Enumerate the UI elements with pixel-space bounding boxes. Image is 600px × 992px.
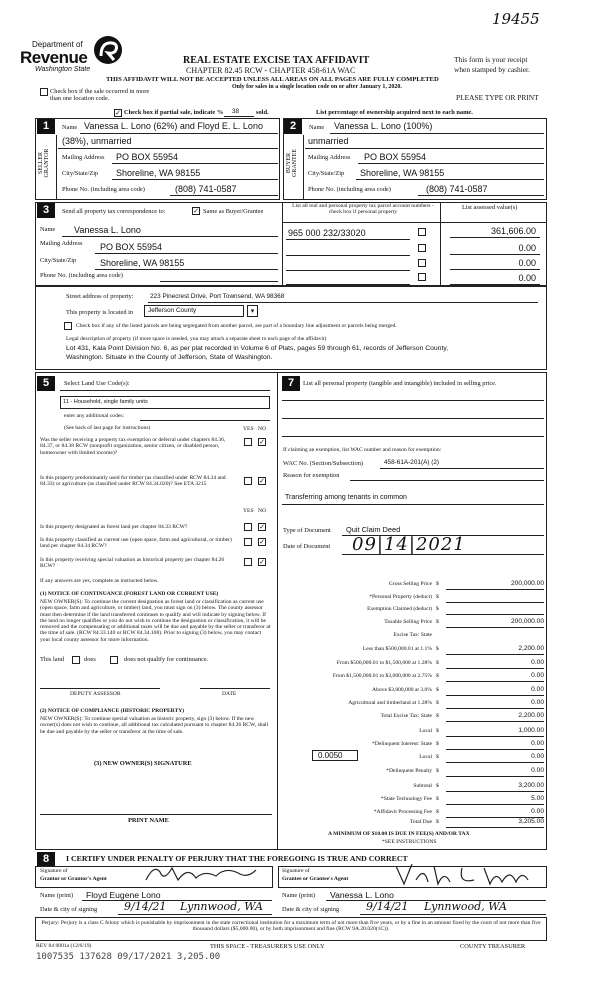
correspondence-city-label: City/State/Zip [40, 257, 77, 264]
this-land-label: This land [40, 656, 64, 663]
buyer-mail[interactable]: PO BOX 55954 [364, 152, 427, 162]
tax-row-label: Less than $500,000.01 at 1.1% [362, 646, 432, 652]
local-rate: 0.0050 [318, 751, 343, 760]
county-treasurer-label: COUNTY TREASURER [460, 943, 526, 950]
grantee-name[interactable]: Vanessa L. Lono [330, 890, 394, 900]
tax-row-currency: $ [436, 619, 439, 625]
buyer-city[interactable]: Shoreline, WA 98155 [360, 168, 445, 178]
seller-name[interactable]: Vanessa L. Lono (62%) and Floyd E. L. Lono [84, 121, 263, 131]
dept-state: Washington State [35, 66, 91, 73]
ownership-note: List percentage of ownership acquired next to each name. [316, 109, 473, 116]
section-3-number: 3 [37, 203, 55, 218]
grantee-sig-label-1: Signature of [282, 868, 310, 874]
personal-property-checkbox-1[interactable] [418, 228, 426, 236]
parcel-header: List all real and personal property tax parcel account numbers - check box if personal property [292, 203, 434, 216]
buyer-name[interactable]: Vanessa L. Lono (100%) [334, 121, 433, 131]
tax-row-currency: $ [436, 728, 439, 734]
new-owner-signature-label: (3) NEW OWNER(S) SIGNATURE [94, 760, 192, 767]
correspondence-phone-label: Phone No. (including area code) [40, 272, 123, 279]
tax-row-label: *State Technology Fee [380, 796, 432, 802]
seller-city[interactable]: Shoreline, WA 98155 [116, 168, 201, 178]
seller-name-label: Name [62, 124, 78, 131]
doc-type-label: Type of Document [283, 527, 331, 534]
personal-property-checkbox-3[interactable] [418, 259, 426, 267]
sold-label: sold. [256, 109, 269, 116]
correspondence-mail-label: Mailing Address [40, 240, 83, 247]
see-instructions-note: *SEE INSTRUCTIONS [382, 839, 437, 845]
tax-row-label: Agricultural and timberland at 1.28% [348, 700, 432, 706]
land-use-label: Select Land Use Code(s): [64, 380, 130, 387]
buyer-city-label: City/State/Zip [308, 170, 345, 177]
notice-2-body: NEW OWNER(S): To continue special valuation as historic property, sign (3) below. If the new owner(s) does not wish to continue, all additional tax calculated pursuant to chapter 84.26 RCW, shall be due and payable by the seller or transferor at the time of sale. [40, 716, 269, 735]
question-4: Is this property classified as current use (open space, farm and agricultural, or timber) land per chapter 84.34 RCW? [40, 537, 232, 550]
assessed-header: List assessed value(s) [462, 204, 518, 211]
tax-row-currency: $ [436, 713, 439, 719]
certify-statement: I CERTIFY UNDER PENALTY OF PERJURY THAT THE FOREGOING IS TRUE AND CORRECT [66, 854, 408, 863]
tax-row-label: Exemption Claimed (deduct) [367, 606, 432, 612]
doc-type[interactable]: Quit Claim Deed [346, 525, 401, 534]
parcel-number[interactable]: 965 000 232/33020 [288, 228, 366, 238]
print-name-label: PRINT NAME [128, 817, 169, 824]
assessed-value-2[interactable]: 0.00 [518, 243, 536, 253]
tax-row-currency: $ [436, 581, 439, 587]
does-not-checkbox[interactable] [110, 656, 118, 664]
notice-2-title: (2) NOTICE OF COMPLIANCE (HISTORIC PROPERTY) [40, 708, 185, 714]
tax-row-currency: $ [436, 646, 439, 652]
perjury-notice: Perjury: Perjury is a class C felony which is punishable by imprisonment in the state correctional institution for a maximum term of not more than five years, or by a fine in an amount fixed by the court of not more than five thousand dollars ($5,000.00), or by both imprisonment and fine (RCW 9A.20.020(1C)). [41, 920, 541, 933]
assessed-value-4[interactable]: 0.00 [518, 273, 536, 283]
if-yes-note: If any answers are yes, complete as instructed below. [40, 578, 159, 584]
tax-row-label: Total Due [409, 819, 432, 825]
grantee-sign-city[interactable]: Lynnwood, WA [424, 900, 507, 913]
tax-row-label: From $500,000.01 to $1,500,000 at 1.28% [336, 660, 432, 666]
q4-no-checkbox[interactable]: ✓ [259, 538, 265, 546]
tax-row-currency: $ [436, 754, 439, 760]
correspondence-name[interactable]: Vanessa L. Lono [74, 225, 141, 235]
tax-row-currency: $ [436, 673, 439, 679]
grantee-sign-date[interactable]: 9/14/21 [366, 900, 409, 913]
q2-yes-checkbox[interactable] [244, 477, 252, 485]
tax-row-value[interactable]: 1,000.00 [518, 727, 544, 734]
form-note: Only for sales in a single location code on or after January 1, 2020. [232, 84, 402, 90]
doc-date[interactable]: 09|14|2021 [352, 534, 466, 555]
located-label: This property is located in [66, 309, 134, 316]
seller-name-cont[interactable]: (38%), unmarried [62, 136, 132, 146]
multi-location-label: Check box if the sale occurred in more than one location code. [50, 88, 150, 103]
tax-row-currency: $ [436, 741, 439, 747]
tax-row-label: Taxable Selling Price [384, 619, 432, 625]
tax-row-currency: $ [436, 796, 439, 802]
tax-row-label: Above $3,000,000 at 3.0% [372, 687, 432, 693]
multi-location-checkbox[interactable] [40, 88, 48, 96]
question-2: Is this property predominantly used for timber (as classified under RCW 84.34 and 84.33) or agriculture (as classified under RCW 84.34.020)? See ETA 3215 [40, 475, 226, 488]
tax-row-currency: $ [436, 768, 439, 774]
street-address[interactable]: 223 Pinecrest Drive, Port Townsend, WA 98368 [150, 293, 285, 300]
tax-row-currency: $ [436, 687, 439, 693]
tax-row-value[interactable]: 0.00 [531, 740, 544, 747]
tax-row-currency: $ [436, 700, 439, 706]
tax-row-value[interactable]: 0.00 [531, 767, 544, 774]
legal-description-1[interactable]: Lot 431, Kala Point Division No. 6, as per plat recorded in Volume 6 of Plats, pages 59 through 61, records of Jefferson County, [66, 345, 449, 352]
assessed-value-1[interactable]: 361,606.00 [490, 226, 536, 236]
question-5: Is this property receiving special valuation as historical property per chapter 84.26 RCW? [40, 557, 225, 570]
buyer-phone[interactable]: (808) 741-0587 [426, 184, 488, 194]
buyer-mail-label: Mailing Address [308, 154, 351, 161]
reason-label: Reason for exemption [283, 472, 340, 479]
buyer-side-label: BUYER GRANTEE [286, 149, 298, 177]
correspondence-name-label: Name [40, 226, 56, 233]
tax-row-label: *Delinquent Penalty [386, 768, 432, 774]
q5-no-checkbox[interactable]: ✓ [259, 558, 265, 566]
q5-yes-checkbox[interactable] [244, 558, 252, 566]
deputy-assessor-label: DEPUTY ASSESSOR [70, 691, 121, 697]
tax-row-value[interactable]: 0.00 [531, 659, 544, 666]
form-subtitle: CHAPTER 82.45 RCW - CHAPTER 458-61A WAC [186, 66, 356, 75]
q2-no-checkbox[interactable]: ✓ [259, 477, 265, 485]
q4-yes-checkbox[interactable] [244, 538, 252, 546]
dept-label: Department of [32, 40, 83, 49]
segregated-label: Check box if any of the listed parcels are being segregated from another parcel, are part of a boundary line adjustment or parcels being merged. [76, 323, 397, 329]
seller-phone-label: Phone No. (including area code) [62, 186, 145, 193]
tax-row-label: *Affidavit Processing Fee [373, 809, 432, 815]
tax-row-value[interactable]: 3,200.00 [518, 782, 544, 789]
wac-number[interactable]: 458-61A-201(A) (2) [384, 459, 440, 466]
grantor-sign-date[interactable]: 9/14/21 [124, 900, 167, 913]
tax-row-currency: $ [436, 606, 439, 612]
question-1: Was the seller receiving a property tax exemption or deferral under chapters 84.36, 84.37, or 84.38 RCW (nonprofit organization, senior citizen, or disabled person, homeowner with limited income)? [40, 437, 226, 456]
grantee-signature-icon [392, 860, 532, 888]
exemption-reason[interactable]: Transferring among tenants in common [285, 494, 407, 501]
yes-header-2: YES [243, 508, 254, 514]
correspondence-mail[interactable]: PO BOX 55954 [100, 242, 163, 252]
buyer-name-cont[interactable]: unmarried [308, 136, 349, 146]
q1-yes-checkbox[interactable] [244, 438, 252, 446]
section-8-number: 8 [37, 852, 55, 867]
grantor-sig-label-2: Grantor or Grantor's Agent [40, 876, 107, 882]
segregated-checkbox[interactable] [64, 322, 72, 330]
additional-codes-label: enter any additional codes: [64, 413, 125, 419]
partial-sale-label: Check box if partial sale, indicate % [124, 109, 224, 116]
tax-row-value[interactable]: 5.00 [531, 795, 544, 802]
tax-row-label: Gross Selling Price [388, 581, 432, 587]
receipt-note-1: This form is your receipt [454, 55, 528, 64]
does-label: does [84, 656, 96, 663]
grantor-sign-city[interactable]: Lynnwood, WA [180, 900, 263, 913]
tax-row-label: Excise Tax: State [393, 632, 432, 638]
grantor-sig-label-1: Signature of [40, 868, 68, 874]
yes-header: YES [243, 426, 254, 432]
q3-yes-checkbox[interactable] [244, 523, 252, 531]
correspondence-city[interactable]: Shoreline, WA 98155 [100, 258, 185, 268]
tax-row-currency: $ [436, 809, 439, 815]
tax-row-label: Total Excise Tax: State [380, 713, 432, 719]
handwritten-document-id: 19455 [492, 10, 540, 28]
tax-row-value[interactable]: 200,000.00 [510, 618, 544, 625]
chevron-down-icon[interactable]: ▾ [247, 305, 258, 317]
date-label: DATE [222, 691, 237, 697]
tax-row-currency: $ [436, 594, 439, 600]
assessed-value-3[interactable]: 0.00 [518, 258, 536, 268]
revenue-logo-icon [92, 34, 124, 66]
tax-row-label: *Delinquent Interest: State [372, 741, 432, 747]
personal-property-checkbox-4[interactable] [418, 273, 426, 281]
tax-row-currency: $ [436, 660, 439, 666]
county-value: Jefferson County [148, 307, 197, 314]
does-checkbox[interactable] [72, 656, 80, 664]
tax-row-currency: $ [436, 783, 439, 789]
dept-name: Revenue [20, 48, 88, 67]
doc-date-label: Date of Document [283, 543, 331, 550]
does-not-label: does not qualify for continuance. [124, 656, 209, 663]
section-2-number: 2 [284, 119, 302, 134]
partial-sale-checkbox[interactable]: ✓ [115, 109, 121, 117]
section-5-number: 5 [37, 376, 55, 391]
seller-mail-label: Mailing Address [62, 154, 105, 161]
see-back-label: (See back of last page for instructions) [64, 425, 151, 431]
no-header: NO [258, 426, 267, 432]
tax-row-value[interactable]: 2,200.00 [518, 645, 544, 652]
partial-sale-percent[interactable]: 38 [232, 108, 240, 115]
question-3: Is this property designated as forest land per chapter 84.33 RCW? [40, 524, 188, 530]
tax-row-value[interactable]: 200,000.00 [510, 580, 544, 587]
section-1-number: 1 [37, 119, 55, 134]
seller-side-label: SELLER GRANTOR [38, 148, 50, 178]
tax-row-value[interactable]: 2,200.00 [518, 712, 544, 719]
tax-row-label: Local [419, 728, 432, 734]
q1-no-checkbox[interactable]: ✓ [259, 438, 265, 446]
tax-row-label: Local [419, 754, 432, 760]
legal-label: Legal description of property (if more space is needed, you may attach a separate sheet to each page of the affidavit) [66, 336, 327, 342]
tax-row-label: *Personal Property (deduct) [369, 594, 432, 600]
treasurer-stamp: 1007535 137628 09/17/2021 3,205.00 [36, 952, 221, 962]
send-correspondence-label: Send all property tax correspondence to: [62, 208, 166, 215]
exemption-header: If claiming an exemption, list WAC number and reason for exemption: [283, 447, 442, 453]
q3-no-checkbox[interactable]: ✓ [259, 523, 265, 531]
grantor-name[interactable]: Floyd Eugene Lono [86, 890, 161, 900]
grantee-sig-label-2: Grantee or Grantee's Agent [282, 876, 349, 882]
grantor-name-label: Name (print) [40, 892, 74, 899]
seller-city-label: City/State/Zip [62, 170, 99, 177]
treasurer-use-label: THIS SPACE - TREASURER'S USE ONLY [210, 943, 325, 950]
notice-1-body: NEW OWNER(S): To continue the current designation as forest land or classification as current use (open space, farm and agriculture, or timber) land, you must sign on (3) below. The county assessor must then determine if the land transferred continues to qualify and will indicate by signing below. If the land no longer qualifies or you do not wish to continue the designation or classification, it will be removed and the compensating or additional taxes will be due and payable by the seller or transferor at the time of sale. (RCW 84.33.140 or RCW 84.34.108). Prior to signing (3) below, you may contact your local county assessor for more information. [40, 599, 271, 643]
same-as-buyer-checkbox[interactable]: ✓ [193, 207, 199, 215]
tax-row-label: From $1,500,000.01 to $3,000,000 at 2.75% [332, 673, 432, 679]
tax-row-value[interactable]: 0.00 [531, 753, 544, 760]
land-use-value: 11 - Household, single family units [63, 399, 148, 405]
tax-row-value[interactable]: 0.00 [531, 686, 544, 693]
grantor-date-label: Date & city of signing [40, 906, 98, 913]
minimum-due-note: A MINIMUM OF $10.00 IS DUE IN FEE(S) AND/OR TAX [328, 831, 470, 837]
tax-row-label: Subtotal [413, 783, 432, 789]
tax-row-currency: $ [436, 819, 439, 825]
buyer-phone-label: Phone No. (including area code) [308, 186, 391, 193]
personal-property-header: List all personal property (tangible and intangible) included in selling price. [303, 380, 497, 387]
grantor-signature-icon [140, 860, 260, 888]
form-warning: THIS AFFIDAVIT WILL NOT BE ACCEPTED UNLESS ALL AREAS ON ALL PAGES ARE FULLY COMPLETED [106, 76, 439, 83]
same-as-buyer-label: Same as Buyer/Grantee [203, 208, 264, 215]
tax-row-value[interactable]: 0.00 [531, 808, 544, 815]
seller-phone[interactable]: (808) 741-0587 [175, 184, 237, 194]
wac-label: WAC No. (Section/Subsection) [283, 460, 364, 467]
grantee-name-label: Name (print) [282, 892, 316, 899]
section-7-number: 7 [282, 376, 300, 391]
personal-property-checkbox-2[interactable] [418, 244, 426, 252]
legal-description-2[interactable]: Washington. Situate in the County of Jefferson, State of Washington. [66, 354, 273, 361]
receipt-note-2: when stamped by cashier. [454, 65, 530, 74]
street-label: Street address of property: [66, 293, 134, 300]
tax-row-value[interactable]: 3,205.00 [518, 818, 544, 825]
tax-row-value[interactable]: 0.00 [531, 699, 544, 706]
form-title: REAL ESTATE EXCISE TAX AFFIDAVIT [183, 55, 370, 66]
seller-mail[interactable]: PO BOX 55954 [116, 152, 179, 162]
notice-1-title: (1) NOTICE OF CONTINUANCE (FOREST LAND OR CURRENT USE) [40, 591, 219, 597]
grantee-date-label: Date & city of signing [282, 906, 340, 913]
no-header-2: NO [258, 508, 267, 514]
buyer-name-label: Name [309, 124, 325, 131]
tax-row-value[interactable]: 0.00 [531, 672, 544, 679]
type-or-print: PLEASE TYPE OR PRINT [456, 93, 539, 102]
form-revision: REV 84 0001a (12/6/19) [36, 943, 92, 949]
